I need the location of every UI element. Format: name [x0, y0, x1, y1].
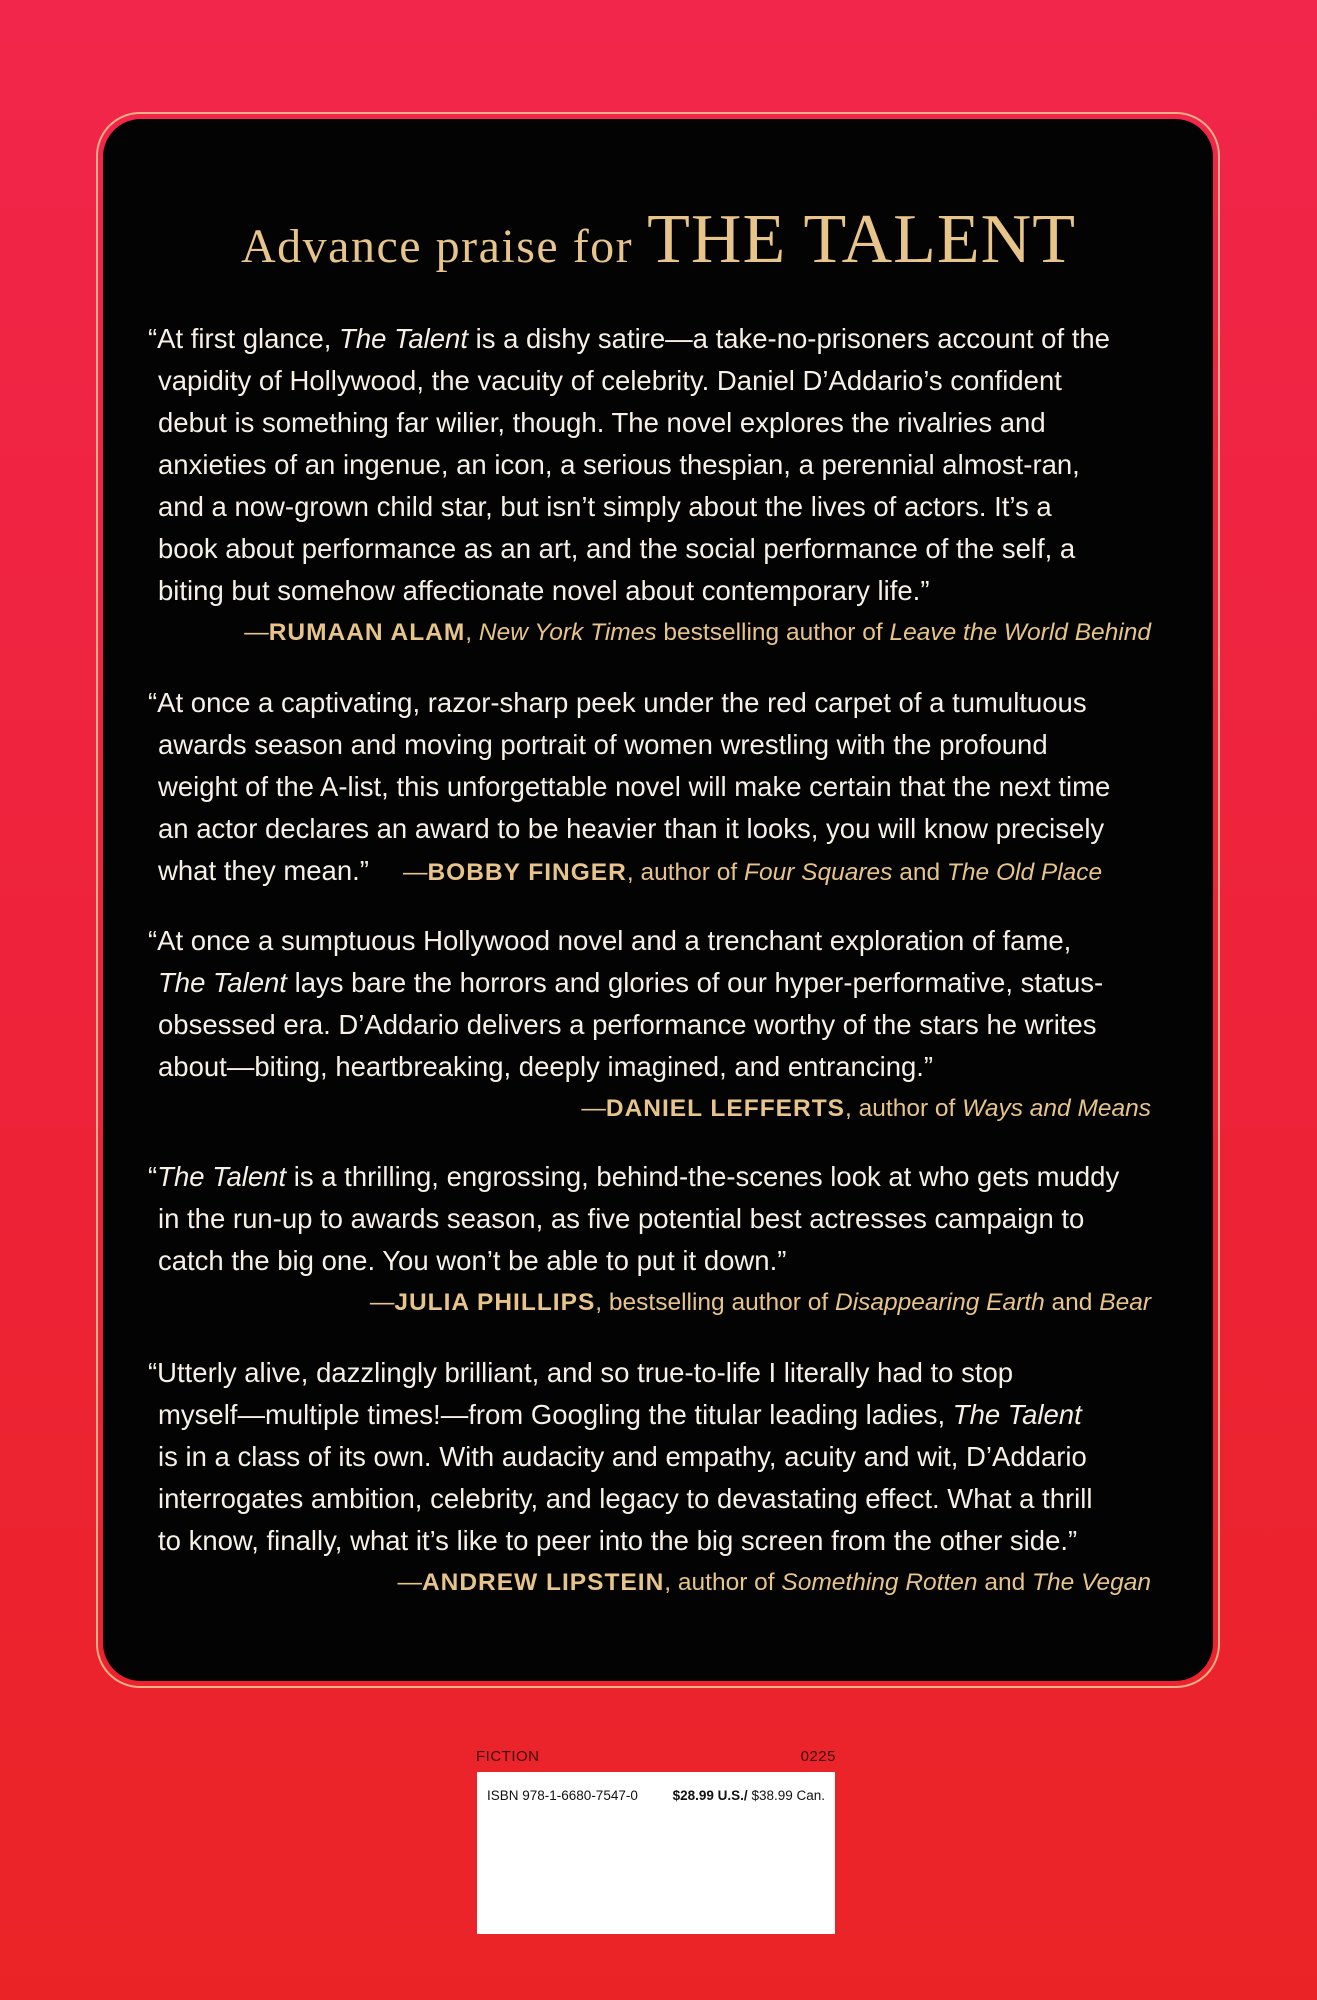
quote-line	[148, 1352, 1158, 1394]
quote-line	[148, 318, 1158, 360]
text-segment: catch the big one. You won’t be able to put it down.”	[158, 1245, 787, 1276]
quote-line	[148, 1240, 1158, 1282]
quote-2	[148, 682, 1158, 892]
author-name: ANDREW LIPSTEIN	[421, 1569, 665, 1596]
text-segment: Disappearing Earth	[835, 1289, 1045, 1316]
text-segment: The Talent	[158, 967, 287, 998]
attribution-dash: —	[397, 1569, 422, 1596]
text-segment: The Talent	[952, 1399, 1082, 1430]
price-label	[673, 1788, 825, 1803]
quote-4	[148, 1156, 1158, 1324]
text-segment: , bestselling author of	[595, 1289, 835, 1316]
quote-attribution	[403, 859, 1102, 886]
text-segment: The Talent	[339, 323, 468, 354]
price-can: $38.99 Can.	[747, 1788, 825, 1803]
text-segment: Bear	[1099, 1289, 1151, 1316]
text-segment: The Old Place	[946, 859, 1103, 886]
text-segment: and	[892, 859, 947, 886]
praise-heading	[0, 200, 1317, 280]
text-segment: “At once a sumptuous Hollywood novel and a trenchant exploration of fame,	[148, 925, 1072, 956]
barcode-box	[477, 1772, 835, 1934]
text-segment: book about performance as an art, and the social performance of the self, a	[158, 533, 1076, 564]
category-label: FICTION	[476, 1748, 540, 1765]
text-segment: myself—multiple times!—from Googling the titular leading ladies,	[158, 1399, 953, 1430]
quote-line	[148, 1478, 1158, 1520]
quote-1	[148, 318, 1158, 654]
attribution-dash: —	[402, 859, 428, 886]
text-segment: New York Times	[478, 619, 657, 646]
text-segment: and	[1044, 1289, 1100, 1316]
quote-line	[148, 486, 1158, 528]
text-segment: debut is something far wilier, though. The novel explores the rivalries and	[158, 407, 1046, 438]
text-segment: about—biting, heartbreaking, deeply imagined, and entrancing.”	[158, 1051, 934, 1082]
text-segment: weight of the A-list, this unforgettable novel will make certain that the next time	[158, 771, 1111, 802]
quote-line	[148, 808, 1158, 850]
text-segment: what they mean.”	[158, 855, 369, 886]
quote-line	[148, 1156, 1158, 1198]
book-title: THE TALENT	[647, 201, 1076, 278]
text-segment: The Talent	[157, 1161, 287, 1192]
quote-line	[148, 766, 1158, 808]
text-segment: “Utterly alive, dazzlingly brilliant, and so true-to-life I literally had to stop	[148, 1357, 1014, 1388]
text-segment: is in a class of its own. With audacity and empathy, acuity and wit, D’Addario	[158, 1441, 1087, 1472]
text-segment: , author of	[845, 1095, 963, 1122]
quote-line	[148, 444, 1158, 486]
quote-line	[148, 682, 1158, 724]
quote-line	[148, 1394, 1158, 1436]
quote-3	[148, 920, 1158, 1130]
text-segment: obsessed era. D’Addario delivers a performance worthy of the stars he writes	[158, 1009, 1097, 1040]
text-segment: “	[148, 1161, 158, 1192]
quote-5	[148, 1352, 1158, 1604]
quote-line	[148, 850, 1158, 892]
attribution-dash: —	[244, 619, 269, 646]
text-segment: , author of	[664, 1569, 782, 1596]
text-segment: biting but somehow affectionate novel about contemporary life.”	[158, 575, 930, 606]
quote-line	[148, 402, 1158, 444]
attribution-dash: —	[369, 1289, 395, 1316]
author-name: DANIEL LEFFERTS	[605, 1095, 846, 1122]
quote-attribution	[148, 1562, 1158, 1604]
text-segment: , author of	[626, 859, 744, 886]
text-segment: ,	[465, 619, 479, 646]
price-code: 0225	[800, 1748, 836, 1765]
text-segment: in the run-up to awards season, as five potential best actresses campaign to	[158, 1203, 1085, 1234]
quote-attribution	[148, 612, 1158, 654]
quote-line	[148, 962, 1158, 1004]
author-name: BOBBY FINGER	[427, 859, 627, 886]
quote-line	[148, 528, 1158, 570]
quote-line	[148, 360, 1158, 402]
text-segment: The Vegan	[1032, 1569, 1151, 1596]
text-segment: “At first glance,	[148, 323, 340, 354]
text-segment: and	[977, 1569, 1033, 1596]
text-segment: interrogates ambition, celebrity, and legacy to devastating effect. What a thrill	[158, 1483, 1093, 1514]
text-segment: is a dishy satire—a take-no-prisoners account of the	[467, 323, 1110, 354]
text-segment: awards season and moving portrait of women wrestling with the profound	[158, 729, 1048, 760]
text-segment: anxieties of an ingenue, an icon, a serious thespian, a perennial almost-ran,	[158, 449, 1080, 480]
text-segment: Something Rotten	[781, 1569, 978, 1596]
text-segment: Four Squares	[743, 859, 893, 886]
isbn-number: ISBN 978-1-6680-7547-0	[487, 1788, 638, 1803]
quote-line	[148, 1520, 1158, 1562]
quote-line	[148, 724, 1158, 766]
author-name: RUMAAN ALAM	[268, 619, 466, 646]
quote-line	[148, 1436, 1158, 1478]
quote-line	[148, 1198, 1158, 1240]
attribution-dash: —	[581, 1095, 606, 1122]
quote-line	[148, 1004, 1158, 1046]
text-segment: bestselling author of	[656, 619, 890, 646]
author-name: JULIA PHILLIPS	[394, 1289, 596, 1316]
text-segment: is a thrilling, engrossing, behind-the-scenes look at who gets muddy	[286, 1161, 1120, 1192]
heading-prefix: Advance praise for	[241, 220, 634, 273]
quote-line	[148, 920, 1158, 962]
text-segment: and a now-grown child star, but isn’t simply about the lives of actors. It’s a	[158, 491, 1052, 522]
text-segment: vapidity of Hollywood, the vacuity of celebrity. Daniel D’Addario’s confident	[158, 365, 1062, 396]
text-segment: Ways and Means	[962, 1095, 1151, 1122]
quote-line	[148, 1046, 1158, 1088]
text-segment: “At once a captivating, razor-sharp peek under the red carpet of a tumultuous	[148, 687, 1087, 718]
quote-attribution	[148, 1088, 1158, 1130]
quote-line	[148, 570, 1158, 612]
price-us: $28.99 U.S./	[672, 1788, 748, 1803]
text-segment: lays bare the horrors and glories of our hyper-performative, status-	[286, 967, 1104, 998]
text-segment: to know, finally, what it’s like to peer into the big screen from the other side.”	[158, 1525, 1078, 1556]
text-segment: an actor declares an award to be heavier than it looks, you will know precisely	[158, 813, 1105, 844]
quote-attribution	[148, 1282, 1158, 1324]
text-segment: Leave the World Behind	[889, 619, 1151, 646]
